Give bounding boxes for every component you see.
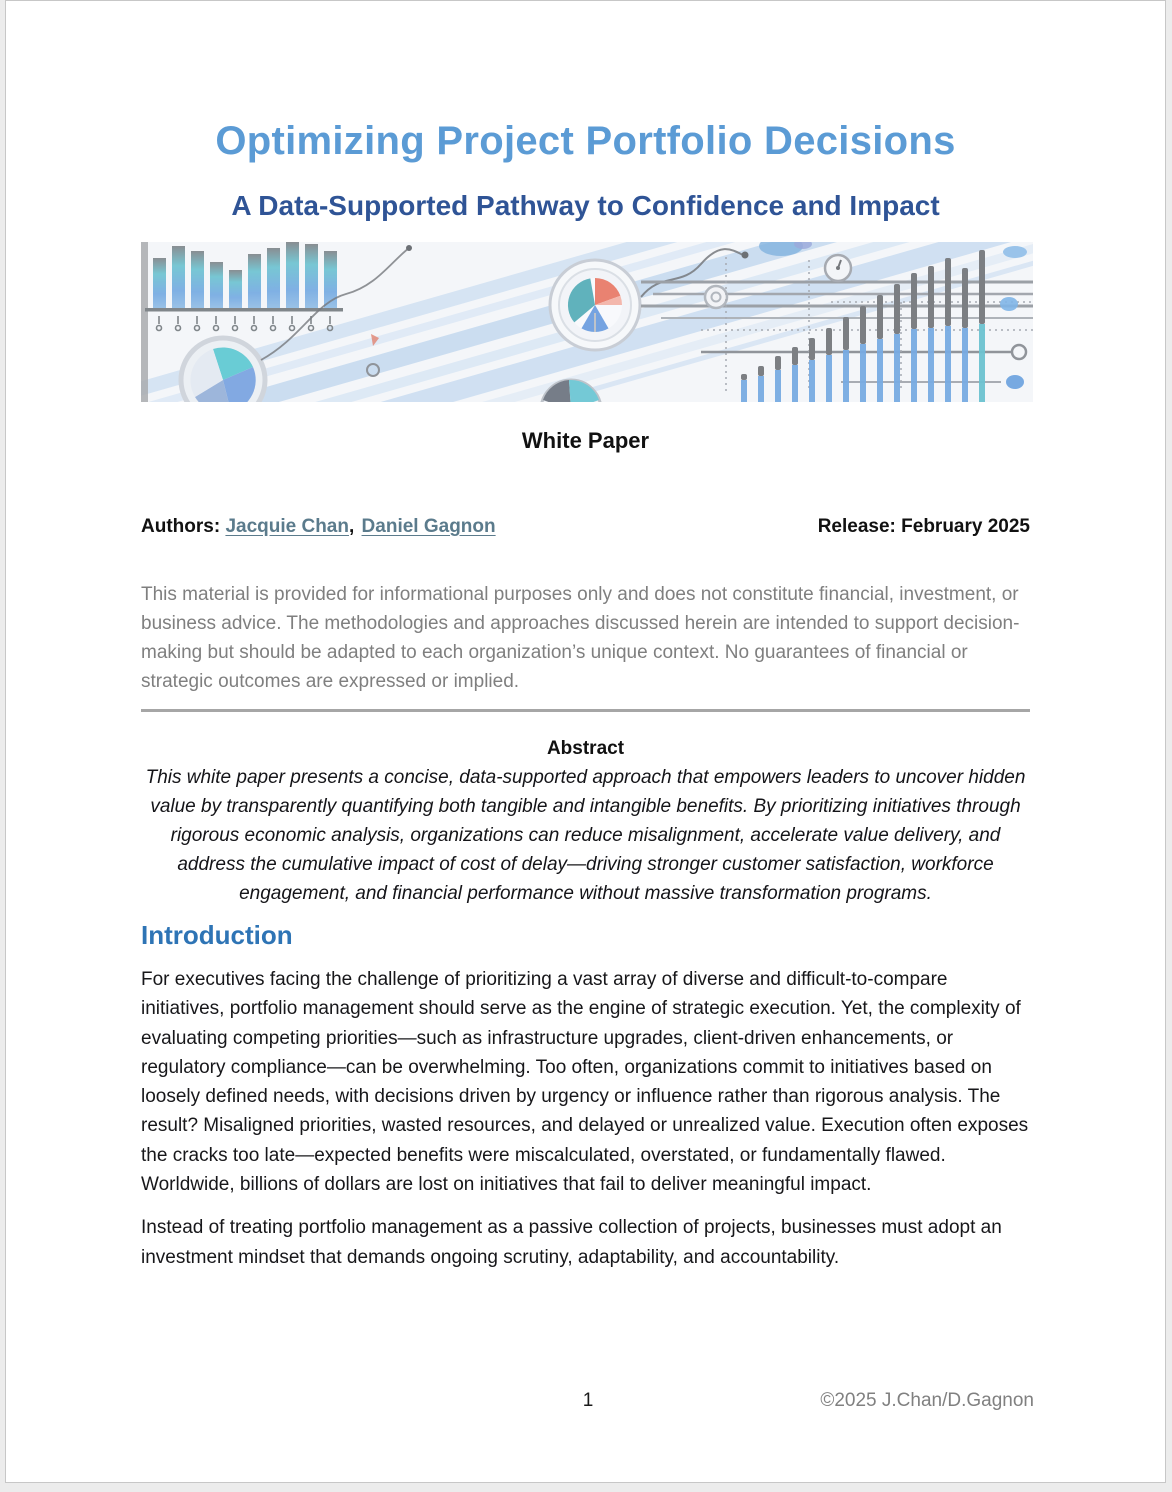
author-link-daniel-gagnon[interactable]: Daniel Gagnon [361, 516, 496, 537]
disclaimer-text: This material is provided for informational purposes only and does not constitute financial, investment, or business advice. The methodologies and approaches discussed herein are intended to support decision-making but should be adapted to each organization’s unique context. No guarantees of financial or strategic outcomes are expressed or implied. [141, 584, 1020, 692]
analytics-collage-illustration [141, 242, 1033, 402]
author-link-jacquie-chan[interactable]: Jacquie Chan [225, 516, 349, 537]
abstract-text: This white paper presents a concise, data-supported approach that empowers leaders to uncover hidden value by transparently quantifying both tangible and intangible benefits. By prioritizing initiatives through rigorous economic analysis, organizations can reduce misalignment, accelerate value delivery, and address the cumulative impact of cost of delay—driving stronger customer satisfaction, workforce engagement, and financial performance without massive transformation programs. [145, 767, 1026, 904]
copyright-text: ©2025 J.Chan/D.Gagnon [820, 1390, 1034, 1411]
introduction-paragraph-1: For executives facing the challenge of prioritizing a vast array of diverse and difficult-to-compare initiatives, portfolio management should serve as the engine of strategic execution. Yet, the complexity of evaluating competing priorities—such as infrastructure upgrades, client-driven enhancements, or regulatory compliance—can be overwhelming. Too often, organizations commit to initiatives based on loosely defined needs, with decisions driven by urgency or influence rather than rigorous analysis. The result? Misaligned priorities, wasted resources, and delayed or unrealized value. Execution often exposes the cracks too late—expected benefits were miscalculated, overstated, or fundamentally flawed. Worldwide, billions of dollars are lost on initiatives that fail to deliver meaningful impact. [141, 969, 1029, 1196]
doc-type-heading: White Paper [521, 428, 650, 453]
authors-separator: , [348, 516, 355, 537]
page-subtitle: A Data-Supported Pathway to Confidence and Impact [231, 190, 940, 221]
banner-image [141, 242, 1033, 402]
introduction-heading: Introduction [141, 920, 293, 950]
authors-group [141, 516, 496, 538]
document-page [5, 0, 1166, 1483]
page-number: 1 [582, 1390, 594, 1411]
abstract-heading: Abstract [546, 738, 625, 759]
release-date: Release: February 2025 [817, 516, 1030, 537]
introduction-paragraph-2: Instead of treating portfolio management as a passive collection of projects, businesses must adopt an investment mindset that demands ongoing scrutiny, adaptability, and accountability. [141, 1217, 1002, 1268]
authors-row [141, 516, 1030, 538]
page-title: Optimizing Project Portfolio Decisions [215, 119, 956, 163]
page-content [141, 1, 1030, 1272]
section-divider [141, 709, 1030, 712]
authors-label: Authors: [141, 516, 221, 537]
page-footer [142, 1390, 1034, 1414]
